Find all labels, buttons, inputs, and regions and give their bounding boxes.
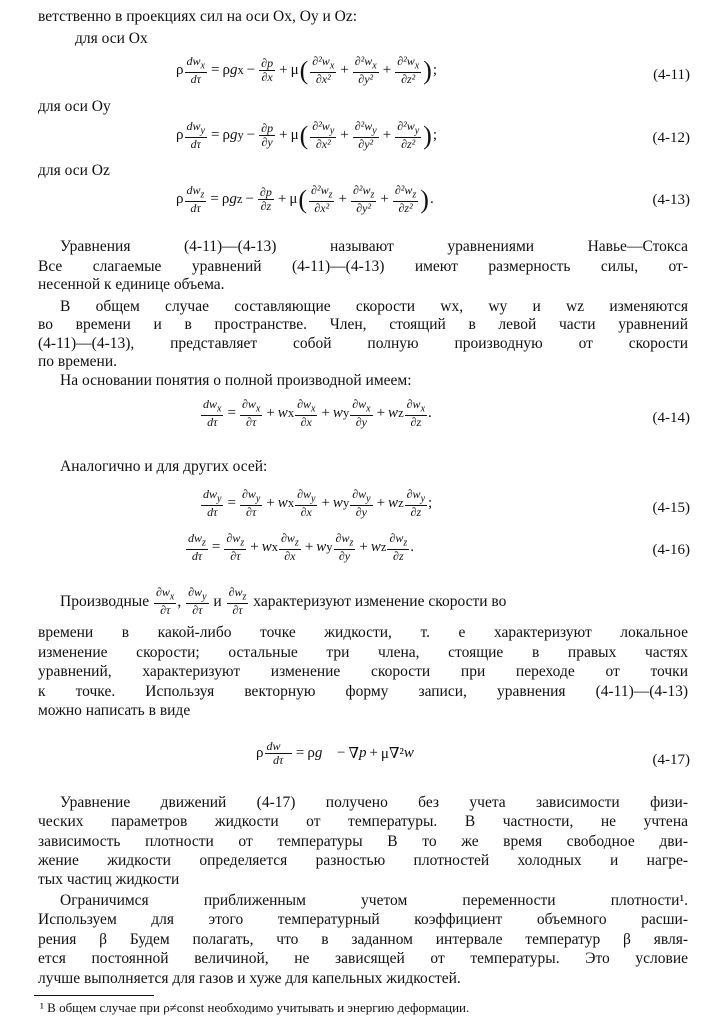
equation-4-11: ρ $\frac{dw_x}{d\tau}$ = ρ g x − $\frac{\partial p}{\partial x}$ + μ ( $\frac{\partial^2w_x}{\text{∂x²}}$ + $\frac{\partial^2w_x}{\text{∂y²}}$ + $\frac{\partial^2w_x}{\text{∂z²}}$ ) ; bbox=[176, 54, 438, 87]
axis-label-oz: для оси Oz bbox=[38, 162, 110, 179]
para2-line1: В общем случае составляющие скорости wx, wy и wz изменяются bbox=[60, 298, 688, 315]
footnote: ¹ В общем случае при ρ≠const необходимо учитывать и энергию деформации. bbox=[40, 1000, 470, 1015]
equation-4-17: ρ $\frac{dw⃗}{d\tau}$ = ρ g⃗ − ∇ p + μ∇² w⃗ bbox=[256, 739, 426, 767]
equation-4-16: $\frac{dw_z}{d\tau}$ = $\frac{\partial w_z}{\partial\tau}$ + w x $\frac{\partial w_z}{\partial x}$ + w y $\frac{\partial w_z}{\partial y}$ + w z $\frac{\partial w_z}{\partial z}$ . bbox=[188, 531, 415, 564]
axis-label-ox: для оси Ox bbox=[75, 30, 148, 47]
para7-line5: лучше выполняется для газов и хуже для капельных жидкостей. bbox=[38, 970, 461, 987]
para1-line1: Уравнения (4-11)—(4-13) называют уравнениями Навье—Стокса bbox=[60, 238, 688, 255]
para5-and: и bbox=[213, 592, 222, 610]
eq-number-4-13: (4-13) bbox=[652, 192, 690, 208]
para6-line5: тых частиц жидкости bbox=[38, 871, 180, 888]
para6-line3: зависимость плотности от температуры В то же время свободное дви- bbox=[38, 833, 688, 850]
para6-line2: ческих параметров жидкости от температуры. В частности, не учтена bbox=[38, 813, 688, 830]
eq-number-4-12: (4-12) bbox=[652, 130, 690, 146]
para5-line3: изменение скорости; остальные три члена, стоящие в правых частях bbox=[38, 644, 688, 661]
para2-line2: во времени и в пространстве. Член, стоящий в левой части уравнений bbox=[38, 316, 688, 333]
para5-line6: можно написать в виде bbox=[38, 702, 191, 719]
eq-number-4-11: (4-11) bbox=[653, 67, 690, 83]
equation-4-14: $\frac{dw_x}{d\tau}$ = $\frac{\partial w_x}{\partial\tau}$ + w x $\frac{\partial w_x}{\partial x}$ + w y $\frac{\partial w_x}{\partial y}$ + w z $\frac{\partial w_x}{\partial z}$ . bbox=[203, 397, 432, 430]
para5-line4: уравнений, характеризуют изменение скорости при переходе от точки bbox=[38, 663, 688, 680]
para2-line4: по времени. bbox=[38, 353, 118, 370]
para7-line4: ется постоянной величиной, не зависящей от температуры. Это условие bbox=[38, 950, 688, 967]
para6-line1: Уравнение движений (4-17) получено без учета зависимости физи- bbox=[60, 794, 688, 811]
para5-first-line: Производные $\frac{\partial w_x}{\partial\tau}$ , $\frac{\partial w_y}{\partial\tau}$ и $\frac{\partial w_z}{\partial\tau}$ характеризуют изменение скорости во bbox=[60, 585, 507, 618]
para6-line4: жение жидкости определяется разностью плотностей холодных и нагре- bbox=[38, 852, 688, 869]
para7-line1: Ограничимся приближенным учетом переменности плотности¹. bbox=[60, 892, 688, 909]
equation-4-15: $\frac{dw_y}{d\tau}$ = $\frac{\partial w_y}{\partial\tau}$ + w x $\frac{\partial w_y}{\partial x}$ + w y $\frac{\partial w_y}{\partial y}$ + w z $\frac{\partial w_y}{\partial z}$ ; bbox=[203, 487, 433, 520]
footnote-rule bbox=[34, 995, 154, 996]
equation-4-13: ρ $\frac{dw_z}{d\tau}$ = ρ g z − $\frac{\partial p}{\partial z}$ + μ ( $\frac{\partial^2w_z}{\text{∂x²}}$ + $\frac{\partial^2w_z}{\text{∂y²}}$ + $\frac{\partial^2w_z}{\text{∂z²}}$ ) . bbox=[176, 183, 434, 216]
para7-line3: рения β Будем полагать, что в заданном интервале температур β явля- bbox=[38, 931, 688, 948]
para5-line2: времени в какой-либо точке жидкости, т. е характеризуют локальное bbox=[38, 624, 688, 641]
eq-number-4-16: (4-16) bbox=[652, 542, 690, 558]
eq-number-4-14: (4-14) bbox=[652, 410, 690, 426]
eq-number-4-15: (4-15) bbox=[652, 500, 690, 516]
intro-line: ветственно в проекциях сил на оси Ox, Oy и Oz: bbox=[38, 8, 358, 25]
para7-line2: Используем для этого температурный коэффициент объемного расши- bbox=[38, 911, 688, 928]
para5-lead: Производные bbox=[60, 592, 150, 610]
para2-line3: (4-11)—(4-13), представляет собой полную производную от скорости bbox=[38, 335, 688, 352]
eq-number-4-17: (4-17) bbox=[652, 752, 690, 768]
para1-line2: Все слагаемые уравнений (4-11)—(4-13) имеют размерность силы, от- bbox=[38, 258, 688, 275]
equation-4-12: ρ $\frac{dw_y}{d\tau}$ = ρ g y − $\frac{\partial p}{\partial y}$ + μ ( $\frac{\partial^2w_y}{\text{∂x²}}$ + $\frac{\partial^2w_y}{\text{∂y²}}$ + $\frac{\partial^2w_y}{\text{∂z²}}$ ) ; bbox=[176, 119, 438, 152]
para5-tail: характеризуют изменение скорости во bbox=[253, 592, 507, 610]
para5-line5: к точке. Используя векторную форму записи, уравнения (4-11)—(4-13) bbox=[38, 683, 688, 700]
axis-label-oy: для оси Oy bbox=[38, 98, 111, 115]
para1-line3: несенной к единице объема. bbox=[38, 276, 225, 293]
para3: На основании понятия о полной производной имеем: bbox=[60, 372, 412, 389]
para4: Аналогично и для других осей: bbox=[60, 458, 268, 475]
